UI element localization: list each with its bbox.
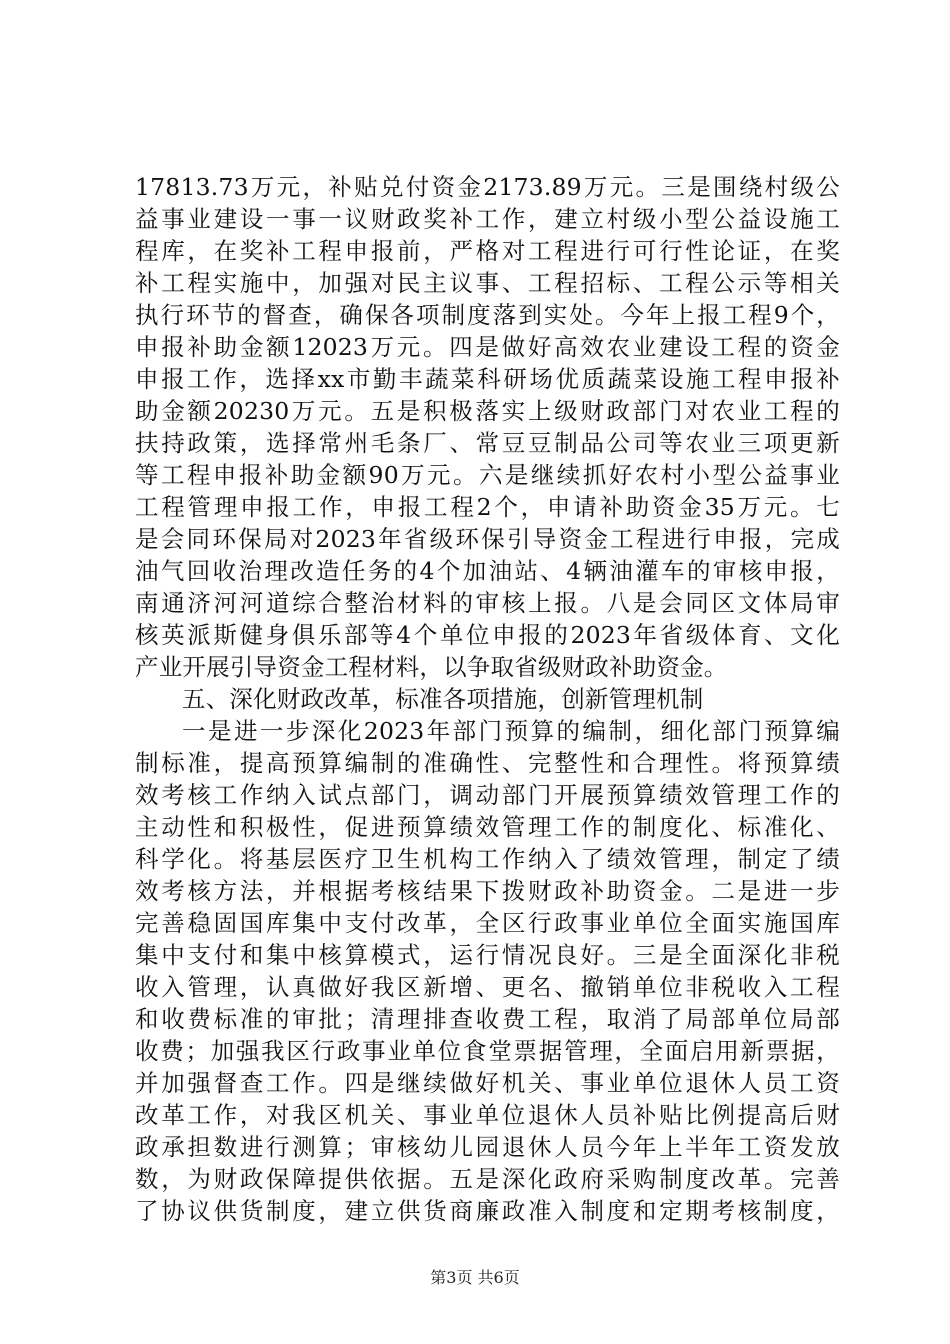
text-line: 申报补助金额12023万元。四是做好高效农业建设工程的资金 <box>135 333 840 361</box>
text-line: 是会同环保局对2023年省级环保引导资金工程进行申报，完成 <box>135 525 840 553</box>
text-line: 完善稳固国库集中支付改革，全区行政事业单位全面实施国库 <box>135 909 840 937</box>
text-line: 主动性和积极性，促进预算绩效管理工作的制度化、标准化、 <box>135 813 840 841</box>
text-line: 工程管理申报工作，申报工程2个，申请补助资金35万元。七 <box>135 493 840 521</box>
text-line: 改革工作，对我区机关、事业单位退休人员补贴比例提高后财 <box>135 1101 840 1129</box>
text-line: 核英派斯健身俱乐部等4个单位申报的2023年省级体育、文化 <box>135 621 840 649</box>
text-line: 收费；加强我区行政事业单位食堂票据管理，全面启用新票据， <box>135 1037 840 1065</box>
text-line: 集中支付和集中核算模式，运行情况良好。三是全面深化非税 <box>135 941 840 969</box>
text-line: 数，为财政保障提供依据。五是深化政府采购制度改革。完善 <box>135 1165 840 1193</box>
text-line: 和收费标准的审批；清理排查收费工程，取消了局部单位局部 <box>135 1005 840 1033</box>
text-line: 扶持政策，选择常州毛条厂、常豆豆制品公司等农业三项更新 <box>135 429 840 457</box>
text-line: 效考核工作纳入试点部门，调动部门开展预算绩效管理工作的 <box>135 781 840 809</box>
text-line: 等工程申报补助金额90万元。六是继续抓好农村小型公益事业 <box>135 461 840 489</box>
text-line: 效考核方法，并根据考核结果下拨财政补助资金。二是进一步 <box>135 877 840 905</box>
text-line: 助金额20230万元。五是积极落实上级财政部门对农业工程的 <box>135 397 840 425</box>
text-line: 一是进一步深化2023年部门预算的编制，细化部门预算编 <box>182 717 840 745</box>
text-line: 了协议供货制度，建立供货商廉政准入制度和定期考核制度， <box>135 1197 840 1225</box>
text-line: 制标准，提高预算编制的准确性、完整性和合理性。将预算绩 <box>135 749 840 777</box>
text-line: 南通济河河道综合整治材料的审核上报。八是会同区文体局审 <box>135 589 840 617</box>
text-line: 17813.73万元，补贴兑付资金2173.89万元。三是围绕村级公 <box>135 173 840 201</box>
text-line: 申报工作，选择xx市勤丰蔬菜科研场优质蔬菜设施工程申报补 <box>135 365 840 393</box>
section-heading: 五、深化财政改革，标准各项措施，创新管理机制 <box>182 685 704 713</box>
text-line: 益事业建设一事一议财政奖补工作，建立村级小型公益设施工 <box>135 205 840 233</box>
text-line: 产业开展引导资金工程材料，以争取省级财政补助资金。 <box>135 653 728 681</box>
text-line: 程库，在奖补工程申报前，严格对工程进行可行性论证，在奖 <box>135 237 840 265</box>
text-line: 补工程实施中，加强对民主议事、工程招标、工程公示等相关 <box>135 269 840 297</box>
text-line: 执行环节的督查，确保各项制度落到实处。今年上报工程9个， <box>135 301 840 329</box>
text-line: 科学化。将基层医疗卫生机构工作纳入了绩效管理，制定了绩 <box>135 845 840 873</box>
text-line: 油气回收治理改造任务的4个加油站、4辆油灌车的审核申报， <box>135 557 840 585</box>
page-number-footer: 第3页 共6页 <box>430 1268 520 1287</box>
text-line: 政承担数进行测算；审核幼儿园退休人员今年上半年工资发放 <box>135 1133 840 1161</box>
text-line: 收入管理，认真做好我区新增、更名、撤销单位非税收入工程 <box>135 973 840 1001</box>
body-text <box>135 171 840 1227</box>
text-line: 并加强督查工作。四是继续做好机关、事业单位退休人员工资 <box>135 1069 840 1097</box>
